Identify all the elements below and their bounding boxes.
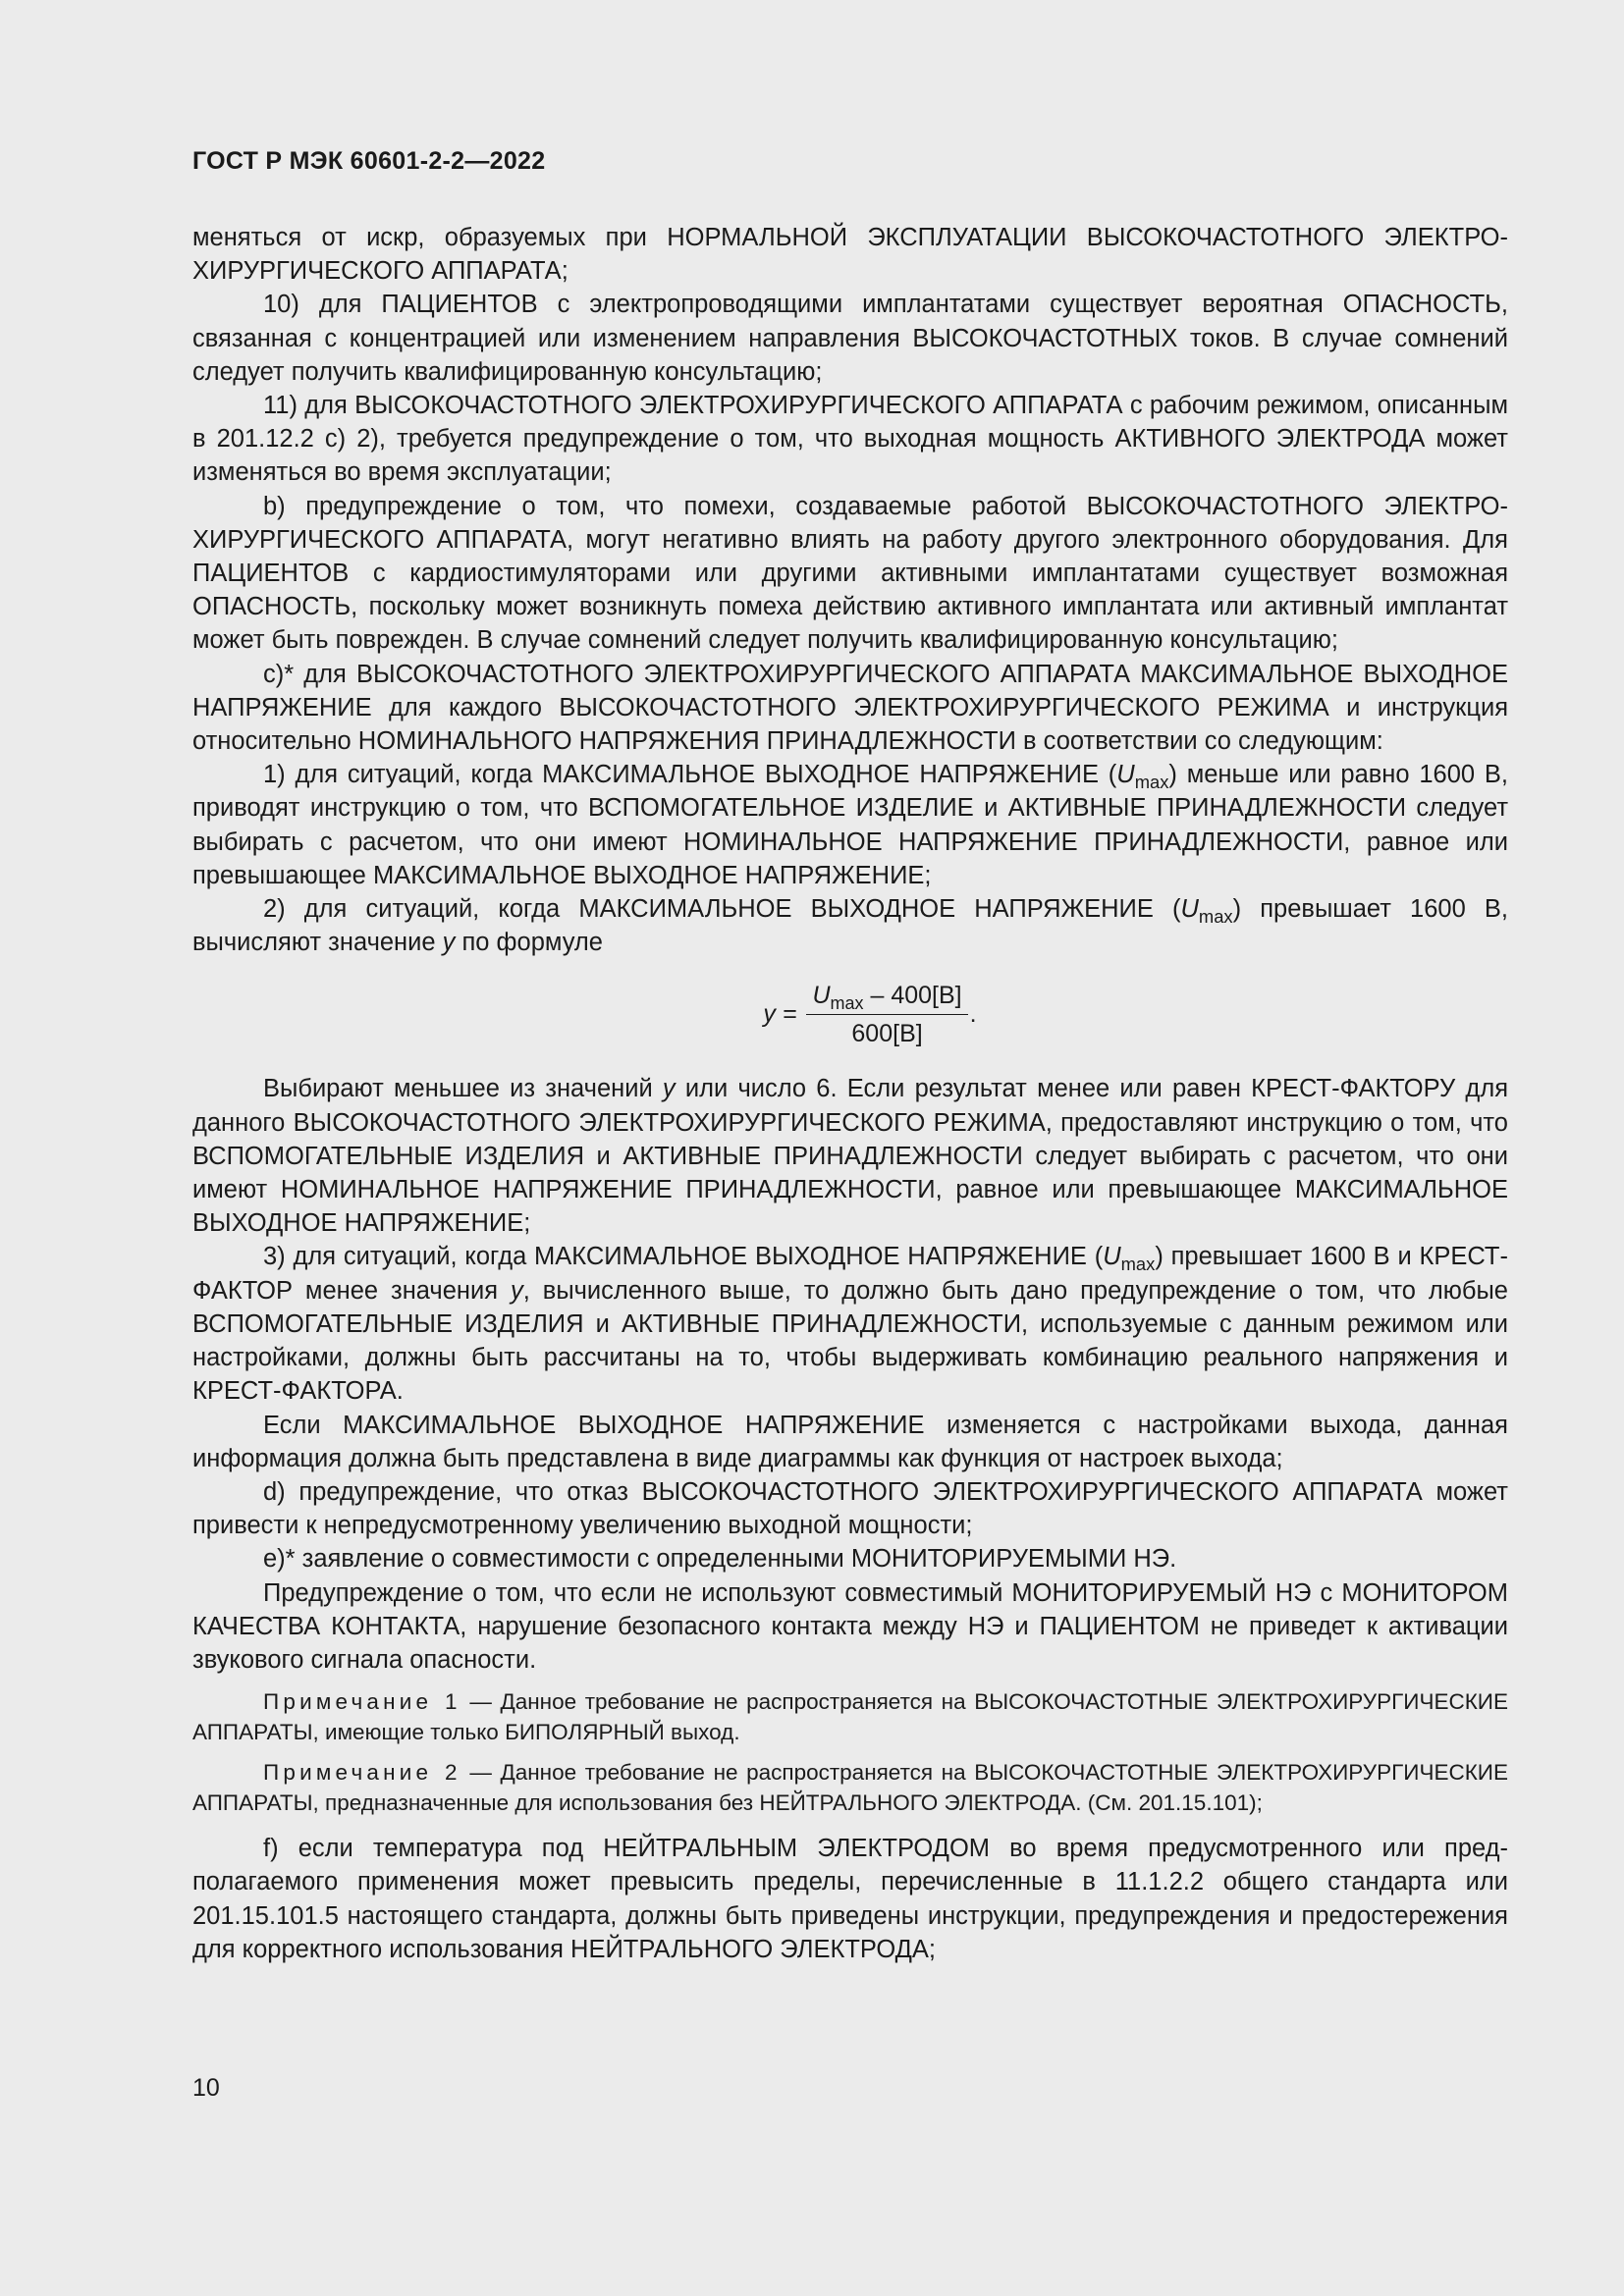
formula-num-rest: – 400[В] <box>863 982 962 1010</box>
note-text: — Данное требование не распространяется на ВЫСОКОЧАСТОТНЫЕ ЭЛЕКТРОХИРУРГИЧЕСКИЕ АППАРАТЫ, имеющие только БИПОЛЯРНЫЙ выход. <box>192 1689 1508 1745</box>
list-item-11: 11) для ВЫСОКОЧАСТОТНОГО ЭЛЕКТРОХИРУРГИЧЕСКОГО АППАРАТА с рабочим режимом, описанным в 201.12.2 с) 2), требуется предупреждение о том, что выходная мощность АКТИВНОГО ЭЛЕКТРОДА может изменяться во время эксплуатации; <box>192 392 1508 487</box>
symbol-u: U <box>1103 1243 1121 1271</box>
page-header-standard-id: ГОСТ Р МЭК 60601-2-2—2022 <box>192 147 546 175</box>
formula <box>192 979 1508 1048</box>
symbol-u: U <box>1116 761 1135 789</box>
paragraph-continuation: меняться от искр, образуемых при НОРМАЛЬНОЙ ЭКСПЛУАТАЦИИ ВЫСОКОЧАСТОТНОГО ЭЛЕКТРОХИРУРГИЧЕСКОГО АППАРАТА; <box>192 224 1508 286</box>
symbol-y: y <box>510 1276 523 1305</box>
text-segment: , вычисленного выше, то должно быть дано предупреждение о том, что любые ВСПОМОГАТЕЛЬНЫЕ ИЗДЕЛИЯ и АКТИВНЫЕ ПРИНАДЛЕЖНОСТИ, используемые с данным режимом или настройками, должны быть рассчитаны на то, чтобы выдерживать комбинацию реального напряжения и КРЕСТ-ФАКТОРА. <box>192 1276 1508 1406</box>
note-label: Примечание 2 <box>263 1760 461 1786</box>
formula-num-var: U <box>812 982 831 1010</box>
formula-fraction <box>806 979 967 1048</box>
text-segment: 3) для ситуаций, когда МАКСИМАЛЬНОЕ ВЫХОДНОЕ НАПРЯЖЕНИЕ ( <box>263 1243 1104 1271</box>
document-body <box>192 221 1508 1966</box>
paragraph-warning: Предупреждение о том, что если не используют совместимый МОНИТОРИРУЕМЫЙ НЭ с МОНИТОРОМ КАЧЕСТВА КОНТАКТА, нарушение безопасного контакта между НЭ и ПАЦИЕНТОМ не приведет к активации звукового сигнала опасности. <box>192 1578 1508 1674</box>
formula-num-sub: max <box>830 993 864 1014</box>
symbol-y: y <box>662 1075 676 1103</box>
text-segment: или число 6. Если результат менее или равен КРЕСТ-ФАКТОРУ для данного ВЫСОКОЧАСТОТНОГО ЭЛЕКТРОХИРУРГИЧЕСКОГО РЕЖИМА, предоставляют инструкцию о том, что ВСПОМОГАТЕЛЬНЫЕ ИЗДЕЛИЯ и АКТИВНЫЕ ПРИНАДЛЕЖНОСТИ следует выбирать с расчетом, что они имеют НОМИНАЛЬНОЕ НАПРЯЖЕНИЕ ПРИНАДЛЕЖНОСТИ, равное или превышающее МАКСИМАЛЬНОЕ ВЫХОДНОЕ НАПРЯЖЕНИЕ; <box>192 1075 1509 1238</box>
formula-lhs <box>763 997 796 1031</box>
list-item-d: d) предупреждение, что отказ ВЫСОКОЧАСТОТНОГО ЭЛЕКТРОХИРУРГИЧЕСКОГО АППАРАТА может привести к непредусмотренному увеличению выходной мощности; <box>192 1477 1508 1540</box>
paragraph-select-min <box>192 1072 1508 1240</box>
list-item-b: b) предупреждение о том, что помехи, создаваемые работой ВЫСОКОЧАСТОТНОГО ЭЛЕКТРОХИРУРГИЧЕСКОГО АППАРАТА, могут негативно влиять на работу другого электронного оборудования. Для ПАЦИЕНТОВ с кардиостимуляторами или другими активными имплантатами существует возможная ОПАСНОСТЬ, поскольку может возникнуть помеха действию активного имплантата или активный имплантат может быть поврежден. В случае сомнений следует получить квалифицированную консультацию; <box>192 492 1508 655</box>
list-item-e: е)* заявление о совместимости с определенными МОНИТОРИРУЕМЫМИ НЭ. <box>263 1545 1177 1574</box>
text-segment: ) меньше или равно 1600 В, приводят инструкцию о том, что ВСПОМОГАТЕЛЬНОЕ ИЗДЕЛИЕ и АКТИВНЫЕ ПРИНАДЛЕЖНОСТИ следует выбирать с расчетом, что они имеют НОМИНАЛЬНОЕ НАПРЯЖЕНИЕ ПРИНАДЛЕЖНОСТИ, равное или превышающее МАКСИМАЛЬНОЕ ВЫХОДНОЕ НАПРЯЖЕНИЕ; <box>192 761 1508 889</box>
note-label: Примечание 1 <box>263 1689 461 1715</box>
note-1 <box>192 1686 1508 1747</box>
list-item-c: с)* для ВЫСОКОЧАСТОТНОГО ЭЛЕКТРОХИРУРГИЧЕСКОГО АППАРАТА МАКСИМАЛЬНОЕ ВЫХОДНОЕ НАПРЯЖЕНИЕ для каждого ВЫСОКОЧАСТОТНОГО ЭЛЕКТРОХИРУРГИЧЕСКОГО РЕЖИМА и инструкция относительно НОМИНАЛЬНОГО НАПРЯЖЕНИЯ ПРИНАДЛЕЖНОСТИ в соответствии со следующим: <box>192 660 1508 756</box>
list-item-c-3 <box>192 1240 1508 1408</box>
formula-end: . <box>969 999 977 1028</box>
subscript-max: max <box>1120 1254 1156 1275</box>
subscript-max: max <box>1198 905 1233 927</box>
note-2 <box>192 1757 1508 1818</box>
symbol-y: y <box>442 929 456 957</box>
text-segment: 1) для ситуаций, когда МАКСИМАЛЬНОЕ ВЫХОДНОЕ НАПРЯЖЕНИЕ ( <box>263 761 1117 789</box>
formula-denominator: 600[В] <box>851 1020 923 1048</box>
list-item-10: 10) для ПАЦИЕНТОВ с электропроводящими имплантатами существует вероятная ОПАСНОСТЬ, связанная с концентрацией или изменением направления ВЫСОКОЧАСТОТНЫХ токов. В случае сомнений следует получить квалифицированную консультацию; <box>192 291 1508 386</box>
text-segment: ) превышает 1600 В, вычисляют значение <box>192 895 1508 957</box>
page-number: 10 <box>192 2074 220 2102</box>
text-segment: по формуле <box>455 929 603 957</box>
note-text: — Данное требование не распространяется на ВЫСОКОЧАСТОТНЫЕ ЭЛЕКТРОХИРУРГИЧЕСКИЕ АППАРАТЫ, предназначенные для использования без НЕЙТРАЛЬНОГО ЭЛЕКТРОДА. (См. 201.15.101); <box>192 1760 1508 1816</box>
subscript-max: max <box>1134 772 1169 793</box>
list-item-c-2 <box>192 892 1508 959</box>
paragraph-output-diagram: Если МАКСИМАЛЬНОЕ ВЫХОДНОЕ НАПРЯЖЕНИЕ изменяется с настройками выхода, данная информация должна быть представлена в виде диаграммы как функция от настроек выхода; <box>192 1411 1508 1472</box>
formula-numerator <box>806 979 967 1015</box>
text-segment: Выбирают меньшее из значений <box>263 1075 663 1103</box>
text-segment: 2) для ситуаций, когда МАКСИМАЛЬНОЕ ВЫХОДНОЕ НАПРЯЖЕНИЕ ( <box>263 895 1181 924</box>
text-segment: ) превышает 1600 В и КРЕСТ-ФАКТОР менее значения <box>192 1243 1508 1305</box>
list-item-c-1 <box>192 758 1508 892</box>
list-item-f: f) если температура под НЕЙТРАЛЬНЫМ ЭЛЕКТРОДОМ во время предусмотренного или предполагаемого применения может превысить пределы, перечисленные в 11.1.2.2 общего стандарта или 201.15.101.5 настоящего стандарта, должны быть приведены инструкции, предупреждения и предостережения для корректного использования НЕЙТРАЛЬНОГО ЭЛЕКТРОДА; <box>192 1835 1508 1963</box>
symbol-u: U <box>1180 895 1199 924</box>
formula-lhs-text: y = <box>763 999 797 1028</box>
